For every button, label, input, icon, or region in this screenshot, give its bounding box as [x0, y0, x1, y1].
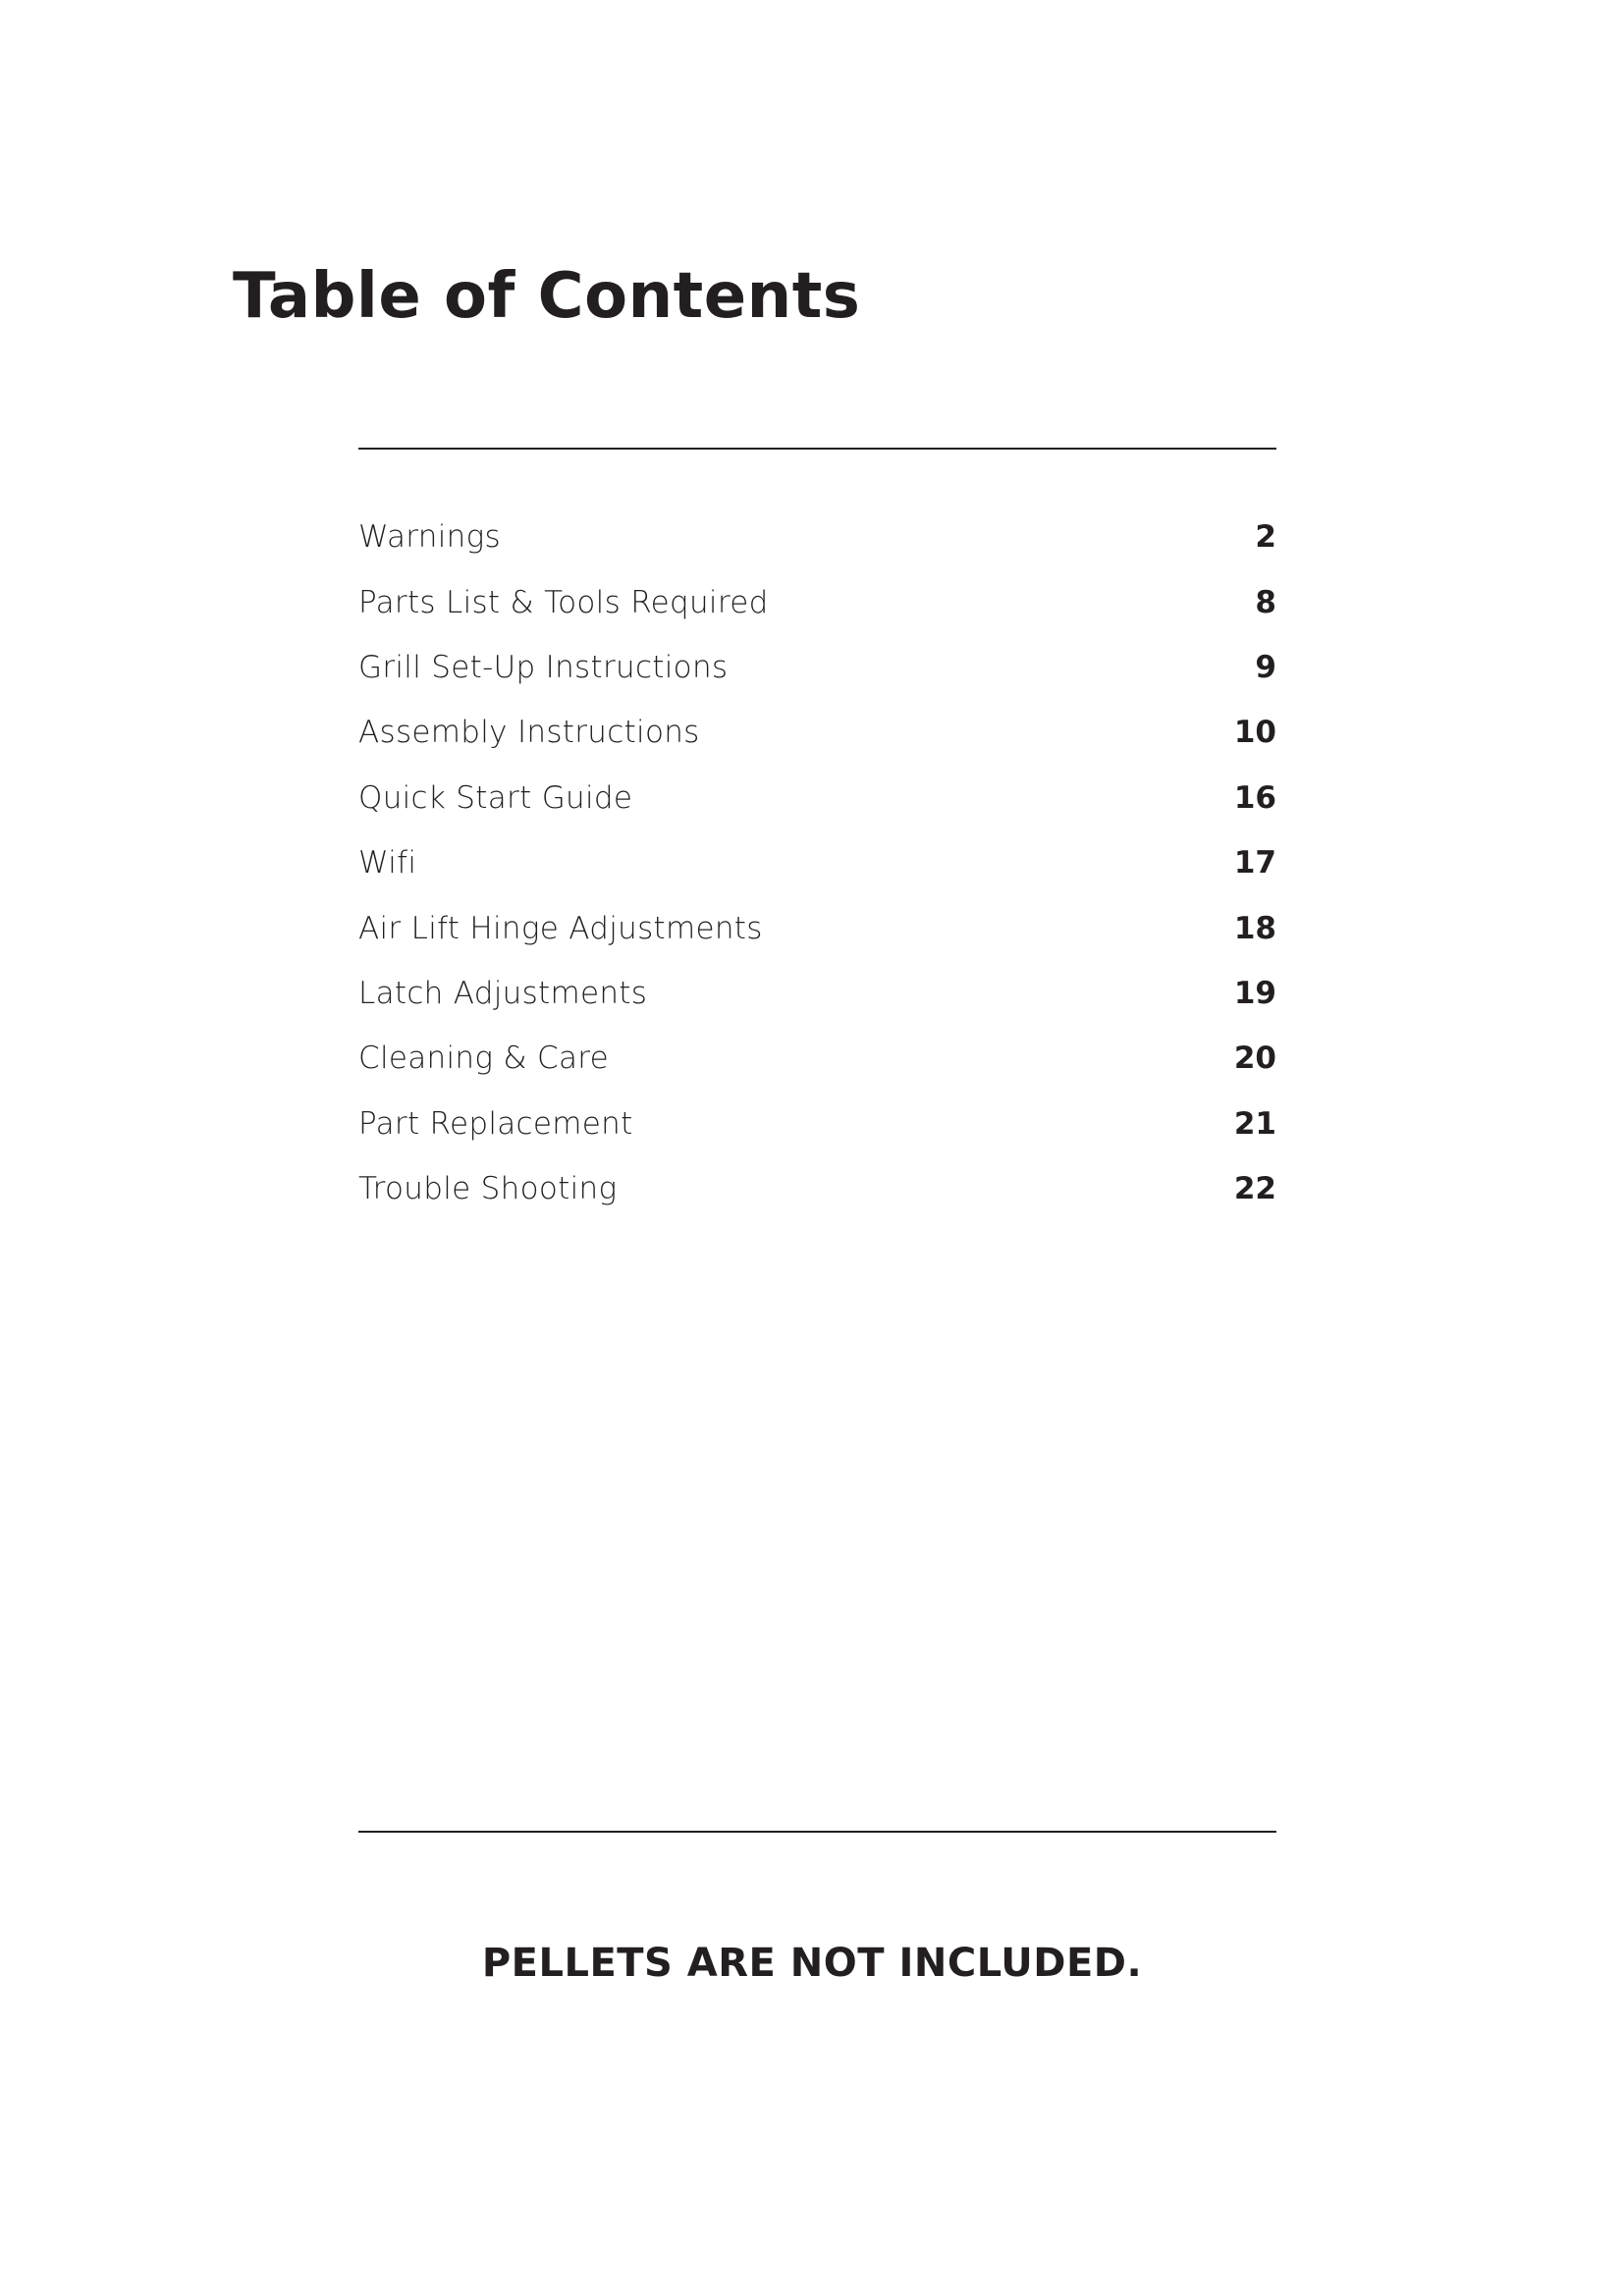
- toc-entry-page: 8: [1255, 584, 1276, 620]
- toc-entry-latch[interactable]: [358, 961, 1276, 1026]
- toc-entry-assembly[interactable]: [358, 700, 1276, 765]
- toc-entry-label: Latch Adjustments: [358, 975, 648, 1011]
- toc-entry-label: Part Replacement: [358, 1105, 633, 1142]
- toc-entry-label: Parts List & Tools Required: [358, 584, 769, 620]
- top-divider: [358, 448, 1276, 450]
- toc-entry-page: 21: [1233, 1105, 1276, 1142]
- toc-entry-part-replacement[interactable]: [358, 1092, 1276, 1156]
- toc-entry-page: 17: [1233, 845, 1276, 881]
- toc-entry-parts-list[interactable]: [358, 569, 1276, 634]
- toc-entry-label: Cleaning & Care: [358, 1041, 609, 1077]
- toc-entry-label: Air Lift Hinge Adjustments: [358, 910, 763, 946]
- toc-entry-page: 2: [1255, 519, 1276, 556]
- toc-entry-hinge[interactable]: [358, 895, 1276, 960]
- toc-entry-label: Grill Set-Up Instructions: [358, 649, 729, 685]
- toc-entry-page: 10: [1233, 715, 1276, 751]
- toc-entry-label: Wifi: [358, 845, 417, 881]
- toc-entry-page: 18: [1233, 910, 1276, 946]
- bottom-divider: [358, 1831, 1276, 1833]
- toc-entry-warnings[interactable]: [358, 505, 1276, 569]
- toc-entry-label: Quick Start Guide: [358, 779, 633, 816]
- toc-entry-label: Trouble Shooting: [358, 1171, 618, 1207]
- toc-entry-label: Warnings: [358, 519, 501, 556]
- toc-entry-grill-setup[interactable]: [358, 635, 1276, 700]
- toc-entry-quick-start[interactable]: [358, 766, 1276, 830]
- toc-entry-page: 22: [1233, 1171, 1276, 1207]
- toc-entry-page: 16: [1233, 779, 1276, 816]
- toc-entry-wifi[interactable]: [358, 830, 1276, 895]
- toc-entry-page: 9: [1255, 649, 1276, 685]
- table-of-contents: [358, 505, 1276, 1221]
- toc-entry-label: Assembly Instructions: [358, 715, 700, 751]
- toc-entry-cleaning[interactable]: [358, 1026, 1276, 1091]
- pellets-notice: PELLETS ARE NOT INCLUDED.: [481, 1941, 1143, 1986]
- toc-entry-trouble-shooting[interactable]: [358, 1156, 1276, 1221]
- toc-entry-page: 20: [1233, 1041, 1276, 1077]
- page-title: Table of Contents: [233, 260, 861, 333]
- toc-entry-page: 19: [1233, 975, 1276, 1011]
